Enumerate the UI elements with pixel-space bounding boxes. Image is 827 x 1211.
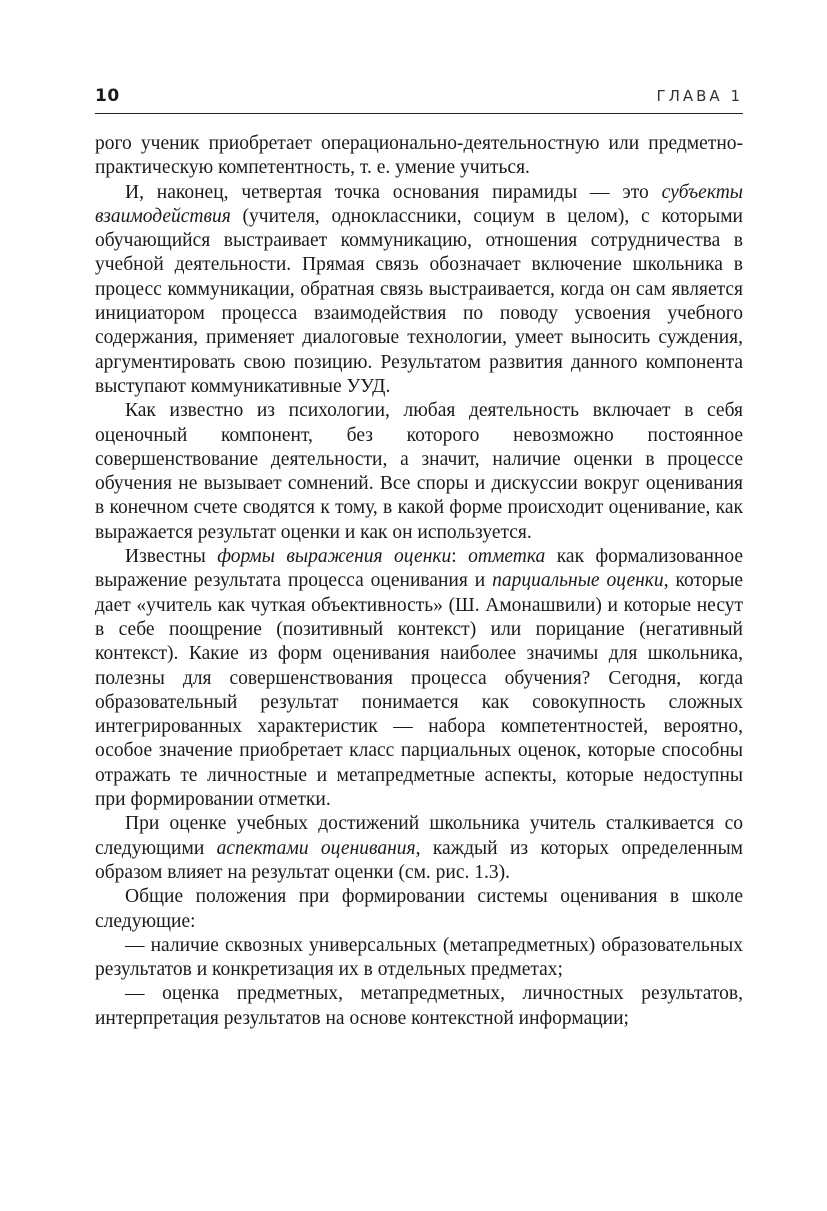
paragraph-5-text-c: , каждый из которых определенным образом влияет на результат оценки (см. рис. 1.3). [95, 837, 744, 883]
paragraph-4-text-e: как формализованное выражение результата процесса оценивания и [95, 546, 743, 592]
paragraph-5-text-a: При оценке учебных достижений школьника учитель сталкивается со следующими [95, 813, 743, 859]
paragraph-4 [95, 545, 743, 812]
chapter-title: ГЛАВА 1 [656, 87, 743, 105]
body-text [95, 132, 743, 1031]
paragraph-4-emphasis-partial: парциальные оценки [492, 570, 664, 592]
paragraph-4-text-a: Известны [125, 546, 218, 568]
paragraph-2-emphasis: субъекты взаимодействия [95, 181, 743, 227]
paragraph-5 [95, 812, 743, 885]
list-item-2: — оценка предметных, метапредметных, личностных результатов, интерпретация результатов на основе контекстной информации; [95, 983, 743, 1029]
paragraph-2-text-a: И, наконец, четвертая точка основания пирамиды — это [125, 181, 662, 203]
paragraph-5-emphasis: аспектами оценивания [216, 837, 416, 859]
paragraph-4-text-c: : [451, 546, 469, 568]
page-number: 10 [95, 86, 120, 106]
paragraph-2 [95, 181, 743, 400]
paragraph-6: Общие положения при формировании системы оценивания в школе следующие: [95, 886, 743, 932]
paragraph-1: рого ученик приобретает операционально-деятельностную или предметно-практическую компетентность, т. е. умение учиться. [95, 133, 743, 179]
paragraph-4-emphasis-forms: формы выражения оценки [217, 546, 452, 568]
page-header [95, 82, 743, 112]
paragraph-4-text-g: , которые дает «учитель как чуткая объективность» (Ш. Амонашвили) и которые несут в себе поощрение (позитивный контекст) или порицание (негативный контекст). Какие из форм оценивания наиболее значимы для школьника, полезны для совершенствования процесса обучения? Сегодня, когда образовательный результат понимается как совокупность сложных интегрированных характеристик — набора компетентностей, вероятно, особое значение приобретает класс парциальных оценок, которые способны отражать те личностные и метапредметные аспекты, которые недоступны при формировании отметки. [95, 570, 743, 811]
paragraph-3: Как известно из психологии, любая деятельность включает в себя оценочный компонент, без которого невозможно постоянное совершенствование деятельности, а значит, наличие оценки в процессе обучения не вызывает сомнений. Все споры и дискуссии вокруг оценивания в конечном счете сводятся к тому, в какой форме происходит оценивание, как выражается результат оценки и как он используется. [95, 400, 743, 543]
paragraph-4-emphasis-mark: отметка [468, 546, 546, 568]
paragraph-2-text-c: (учителя, одноклассники, социум в целом), с которыми обучающийся выстраивает коммуникацию, отношения сотрудничества в учебной деятельности. Прямая связь обозначает включение школьника в процесс коммуникации, обратная связь выстраивается, когда он сам является инициатором процесса взаимодействия по поводу усвоения учебного содержания, применяет диалоговые технологии, умеет выносить суждения, аргументировать свою позицию. Результатом развития данного компонента выступают коммуникативные УУД. [95, 205, 743, 397]
list-item-1: — наличие сквозных универсальных (метапредметных) образовательных результатов и конкретизация их в отдельных предметах; [95, 934, 743, 981]
header-rule [95, 113, 743, 114]
